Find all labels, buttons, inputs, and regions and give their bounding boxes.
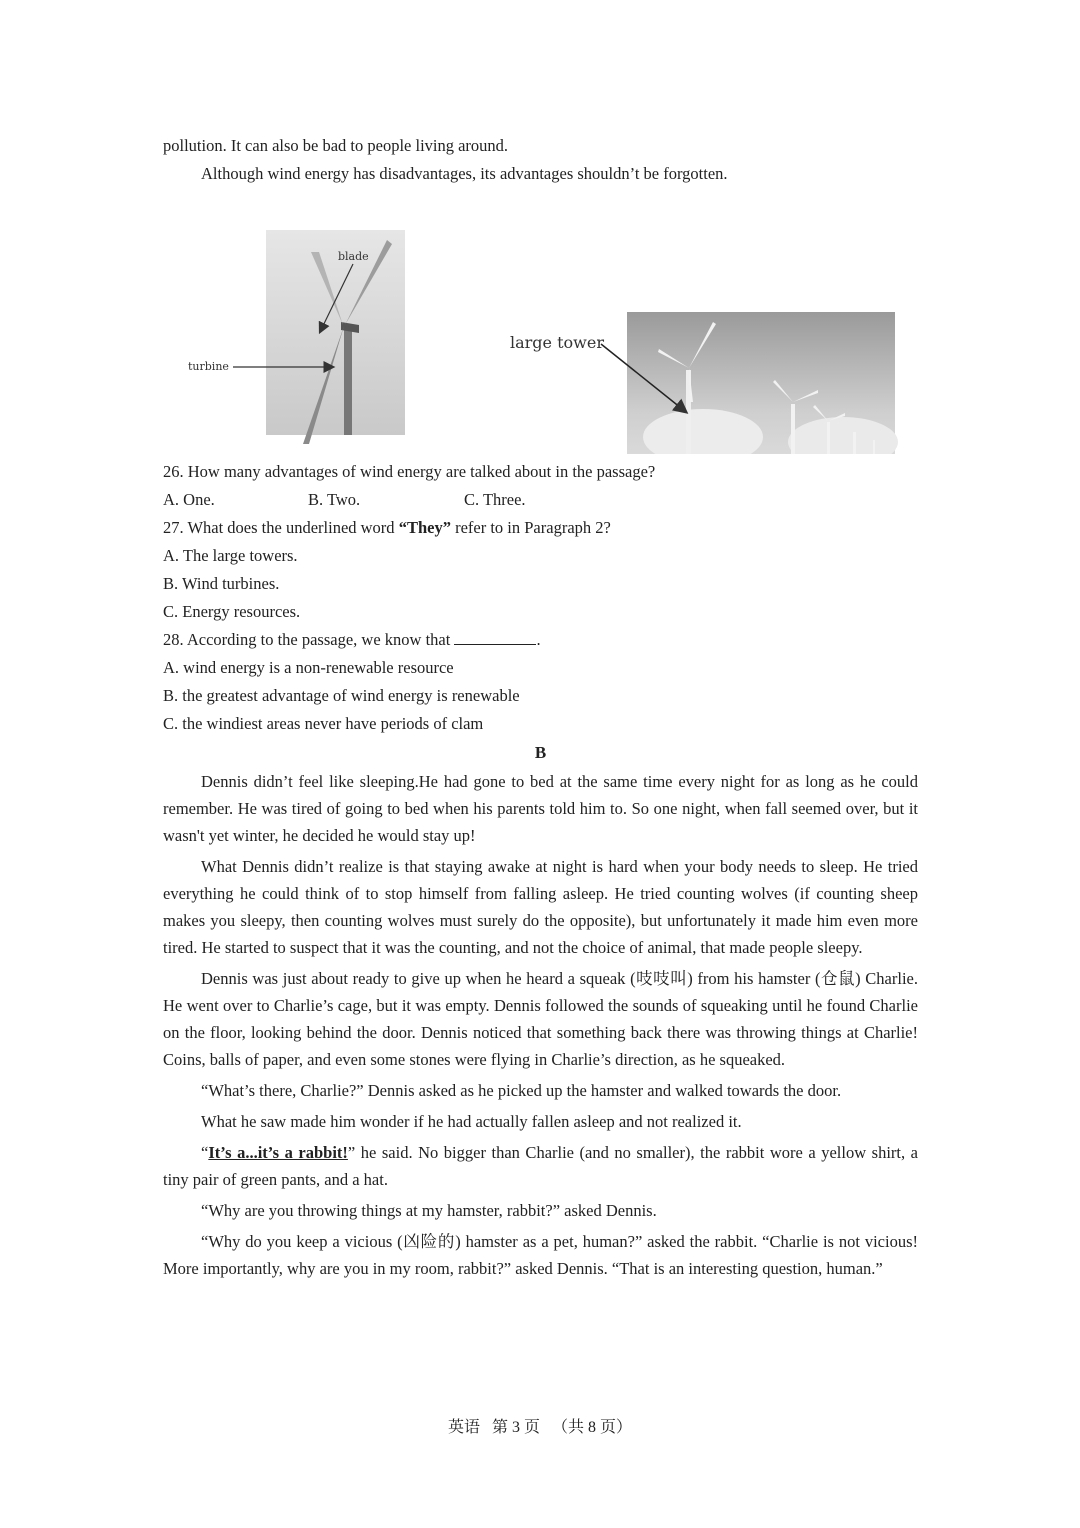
paragraph [163, 1139, 918, 1193]
question-28 [163, 626, 918, 654]
question-27-keyword: “They” [398, 518, 451, 537]
paragraph: Dennis was just about ready to give up when he heard a squeak (吱吱叫) from his hamster (仓鼠) Charlie. He went over to Charlie’s cage, but it was empty. Dennis followed the sounds of squeaking until he found Charlie on the floor, looking behind the door. Dennis noticed that something back there was throwing things at Charlie! Coins, balls of paper, and even some stones were flying in Charlie’s direction, as he squeaked. [163, 969, 918, 1069]
option-b: B. Two. [308, 490, 361, 509]
paragraph: “What’s there, Charlie?” Dennis asked as he picked up the hamster and walked towards the door. [201, 1081, 842, 1100]
wind-farm-image [627, 312, 898, 454]
question-27-stem-end: refer to in Paragraph 2? [450, 518, 611, 537]
exam-page [163, 132, 918, 1286]
question-27-stem: 27. What does the underlined word [163, 518, 399, 537]
footer-page: 第 3 页 [491, 1419, 540, 1436]
blade-label: blade [338, 250, 369, 263]
paragraph: What Dennis didn’t realize is that staying awake at night is hard when your body needs to sleep. He tried everything he could think of to stop himself from falling asleep. He tried counting wolves (if counting sheep makes you sleepy, then counting wolves must surely do the opposite), but unfortunately it made him even more tired. He started to suspect that it was the counting, and not the choice of animal, that made people sleepy. [163, 857, 918, 957]
paragraph: “Why are you throwing things at my hamster, rabbit?” asked Dennis. [201, 1201, 657, 1220]
footer-total: （共 8 页） [552, 1419, 633, 1436]
option-b: B. the greatest advantage of wind energy is renewable [163, 686, 520, 705]
question-28-stem-end: . [536, 630, 541, 649]
turbine-label: turbine [188, 360, 229, 373]
text-line: pollution. It can also be bad to people living around. [163, 136, 509, 155]
paragraph: “Why do you keep a vicious (凶险的) hamster as a pet, human?” asked the rabbit. “Charlie is not vicious! More importantly, why are you in my room, rabbit?” asked Dennis. “That is an interesting question, human.” [163, 1232, 918, 1278]
underlined-phrase: It’s a...it’s a rabbit! [208, 1143, 348, 1162]
option-a: A. One. [163, 490, 215, 509]
option-a: A. wind energy is a non-renewable resource [163, 658, 454, 677]
option-c: C. Three. [464, 490, 526, 509]
paragraph: What he saw made him wonder if he had actually fallen asleep and not realized it. [201, 1112, 742, 1131]
option-c: C. Energy resources. [163, 602, 301, 621]
tower-label: large tower [510, 333, 604, 352]
page-footer [0, 1414, 1080, 1437]
paragraph-text: ” he said. No bigger than Charlie (and no smaller), the rabbit wore a yellow shirt, a tiny pair of green pants, and a hat. [163, 1143, 918, 1189]
section-heading: B [534, 743, 547, 762]
question-26-options [163, 486, 918, 514]
question-26: 26. How many advantages of wind energy are talked about in the passage? [163, 462, 656, 481]
question-27 [163, 514, 918, 542]
wind-turbine-figures [163, 192, 918, 454]
figures-row [163, 192, 918, 454]
option-b: B. Wind turbines. [163, 574, 280, 593]
turbine-closeup-image [266, 230, 405, 444]
answer-blank [454, 630, 536, 645]
paragraph: Dennis didn’t feel like sleeping.He had gone to bed at the same time every night for as long as he could remember. He was tired of going to bed when his parents told him to. So one night, when fall seemed over, but it wasn't yet winter, he decided he would stay up! [163, 772, 918, 845]
text-line: Although wind energy has disadvantages, its advantages shouldn’t be forgotten. [201, 164, 728, 183]
quote-mark: “ [201, 1143, 209, 1162]
question-28-stem: 28. According to the passage, we know that [163, 630, 455, 649]
option-a: A. The large towers. [163, 546, 298, 565]
option-c: C. the windiest areas never have periods of clam [163, 714, 484, 733]
footer-subject: 英语 [447, 1419, 480, 1436]
